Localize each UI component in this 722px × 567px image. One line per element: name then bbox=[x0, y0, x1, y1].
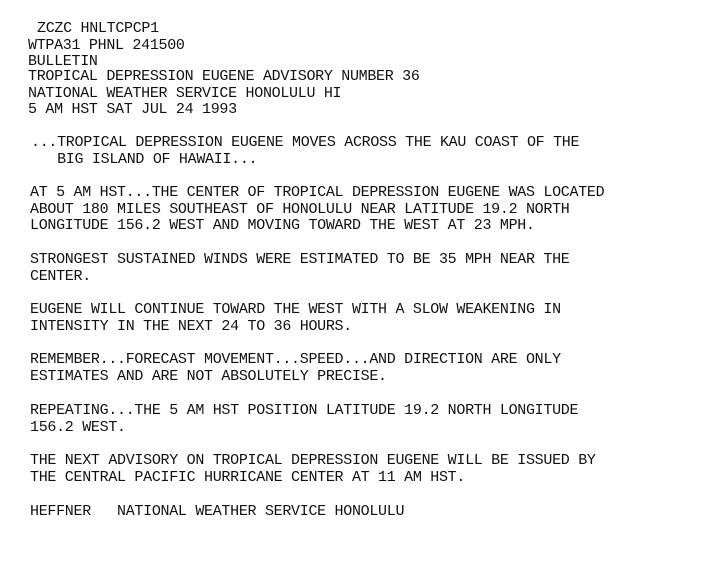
headline-line-1: ...TROPICAL DEPRESSION EUGENE MOVES ACROSS THE KAU COAST OF THE bbox=[31, 134, 580, 151]
position-line-3: LONGITUDE 156.2 WEST AND MOVING TOWARD THE WEST AT 23 MPH. bbox=[30, 217, 535, 234]
remember-line-2: ESTIMATES AND ARE NOT ABSOLUTELY PRECISE. bbox=[30, 368, 387, 385]
position-line-2: ABOUT 180 MILES SOUTHEAST OF HONOLULU NEAR LATITUDE 19.2 NORTH bbox=[30, 201, 570, 218]
issue-time: 5 AM HST SAT JUL 24 1993 bbox=[28, 101, 237, 118]
issuing-office: NATIONAL WEATHER SERVICE HONOLULU HI bbox=[28, 85, 342, 102]
header-line-3: BULLETIN bbox=[28, 53, 98, 70]
repeating-line-2: 156.2 WEST. bbox=[30, 419, 126, 436]
next-advisory-line-1: THE NEXT ADVISORY ON TROPICAL DEPRESSION EUGENE WILL BE ISSUED BY bbox=[30, 452, 596, 469]
position-line-1: AT 5 AM HST...THE CENTER OF TROPICAL DEPRESSION EUGENE WAS LOCATED bbox=[30, 184, 605, 201]
forecast-line-2: INTENSITY IN THE NEXT 24 TO 36 HOURS. bbox=[30, 318, 352, 335]
header-line-1: ZCZC HNLTCPCP1 bbox=[37, 20, 159, 37]
advisory-title: TROPICAL DEPRESSION EUGENE ADVISORY NUMBER 36 bbox=[28, 68, 420, 85]
repeating-line-1: REPEATING...THE 5 AM HST POSITION LATITUDE 19.2 NORTH LONGITUDE bbox=[30, 402, 579, 419]
remember-line-1: REMEMBER...FORECAST MOVEMENT...SPEED...AND DIRECTION ARE ONLY bbox=[30, 351, 561, 368]
winds-line-2: CENTER. bbox=[30, 268, 91, 285]
next-advisory-line-2: THE CENTRAL PACIFIC HURRICANE CENTER AT 11 AM HST. bbox=[30, 469, 466, 486]
signature-line: HEFFNER NATIONAL WEATHER SERVICE HONOLULU bbox=[30, 503, 405, 520]
headline-line-2: BIG ISLAND OF HAWAII... bbox=[31, 151, 258, 168]
winds-line-1: STRONGEST SUSTAINED WINDS WERE ESTIMATED TO BE 35 MPH NEAR THE bbox=[30, 251, 570, 268]
header-line-2: WTPA31 PHNL 241500 bbox=[28, 37, 185, 54]
forecast-line-1: EUGENE WILL CONTINUE TOWARD THE WEST WITH A SLOW WEAKENING IN bbox=[30, 301, 561, 318]
